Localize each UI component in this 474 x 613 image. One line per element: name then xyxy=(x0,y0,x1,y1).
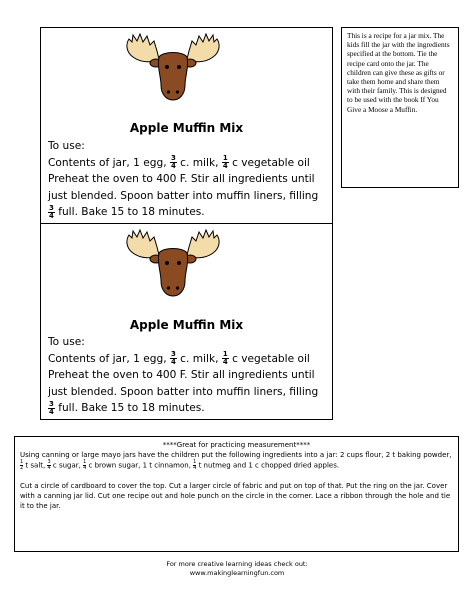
footer-text: For more creative learning ideas check out: xyxy=(166,560,308,568)
oil-fraction: $\frac{1}{4}$ xyxy=(222,154,228,170)
fill-fraction: $\frac{3}{4}$ xyxy=(49,399,54,416)
recipe-card-top xyxy=(40,27,333,224)
side-note: This is a recipe for a jar mix. The kids fill the jar with the ingredients specified at the bottom. Tie the recipe card onto the jar. The children can give these as gifts or take them home and share them with their family. This is designed to be used with the book If You Give a Moose a Muffin. xyxy=(341,27,459,188)
to-use-label: To use: xyxy=(48,336,85,348)
instructions-heading: ****Great for practicing measurement**** xyxy=(162,441,311,449)
recipe-card-bottom xyxy=(40,223,333,420)
assembly-paragraph: Cut a circle of cardboard to cover the top. Cut a larger circle of fabric and put on top of that. Put the ring on the jar. Cover with a canning jar lid. Cut one recipe out and hole punch on the circle in the corner. Lace a ribbon through the hole and tie it to the jar. xyxy=(20,482,451,510)
footer xyxy=(0,560,474,578)
card-instructions xyxy=(48,334,330,417)
blend-line: just blended. Spoon batter into muffin liners, filling xyxy=(48,189,319,202)
milk-fraction: $\frac{3}{4}$ xyxy=(170,154,176,170)
to-use-label: To use: xyxy=(48,140,85,152)
blend-line: just blended. Spoon batter into muffin liners, filling xyxy=(48,385,319,398)
contents-line: Contents of jar, 1 egg, $\frac{3}{4}$ c. milk, $\frac{1}{4}$ c vegetable oil xyxy=(48,154,310,170)
oil-fraction: $\frac{1}{4}$ xyxy=(222,350,228,366)
jar-instructions xyxy=(14,436,459,552)
contents-line: Contents of jar, 1 egg, $\frac{3}{4}$ c. milk, $\frac{1}{4}$ c vegetable oil xyxy=(48,350,310,366)
preheat-line: Preheat the oven to 400 F. Stir all ingredients until xyxy=(48,173,315,185)
ingredients-paragraph: Using canning or large mayo jars have the children put the following ingredients into a jar: 2 cups flour, 2 t baking powder, $\frac{1}{2}$ t salt, $\frac{3}{4}$ c sugar, $\frac{1}{4}$ c brown sugar, 1 t cinnamon, $\frac{1}{4}$ t nutmeg and 1 c chopped dried apples. xyxy=(20,451,452,471)
card-title: Apple Muffin Mix xyxy=(129,121,244,135)
moose-icon xyxy=(123,33,223,103)
card-instructions xyxy=(48,138,330,221)
fill-fraction: $\frac{3}{4}$ xyxy=(49,203,54,220)
bake-line: $\frac{3}{4}$ full. Bake 15 to 18 minutes. xyxy=(49,203,205,220)
preheat-line: Preheat the oven to 400 F. Stir all ingredients until xyxy=(48,369,315,381)
card-title: Apple Muffin Mix xyxy=(129,318,244,332)
moose-icon xyxy=(123,229,223,299)
bake-line: $\frac{3}{4}$ full. Bake 15 to 18 minutes. xyxy=(49,399,205,416)
milk-fraction: $\frac{3}{4}$ xyxy=(170,350,176,366)
footer-link[interactable]: www.makinglearningfun.com xyxy=(189,569,285,577)
